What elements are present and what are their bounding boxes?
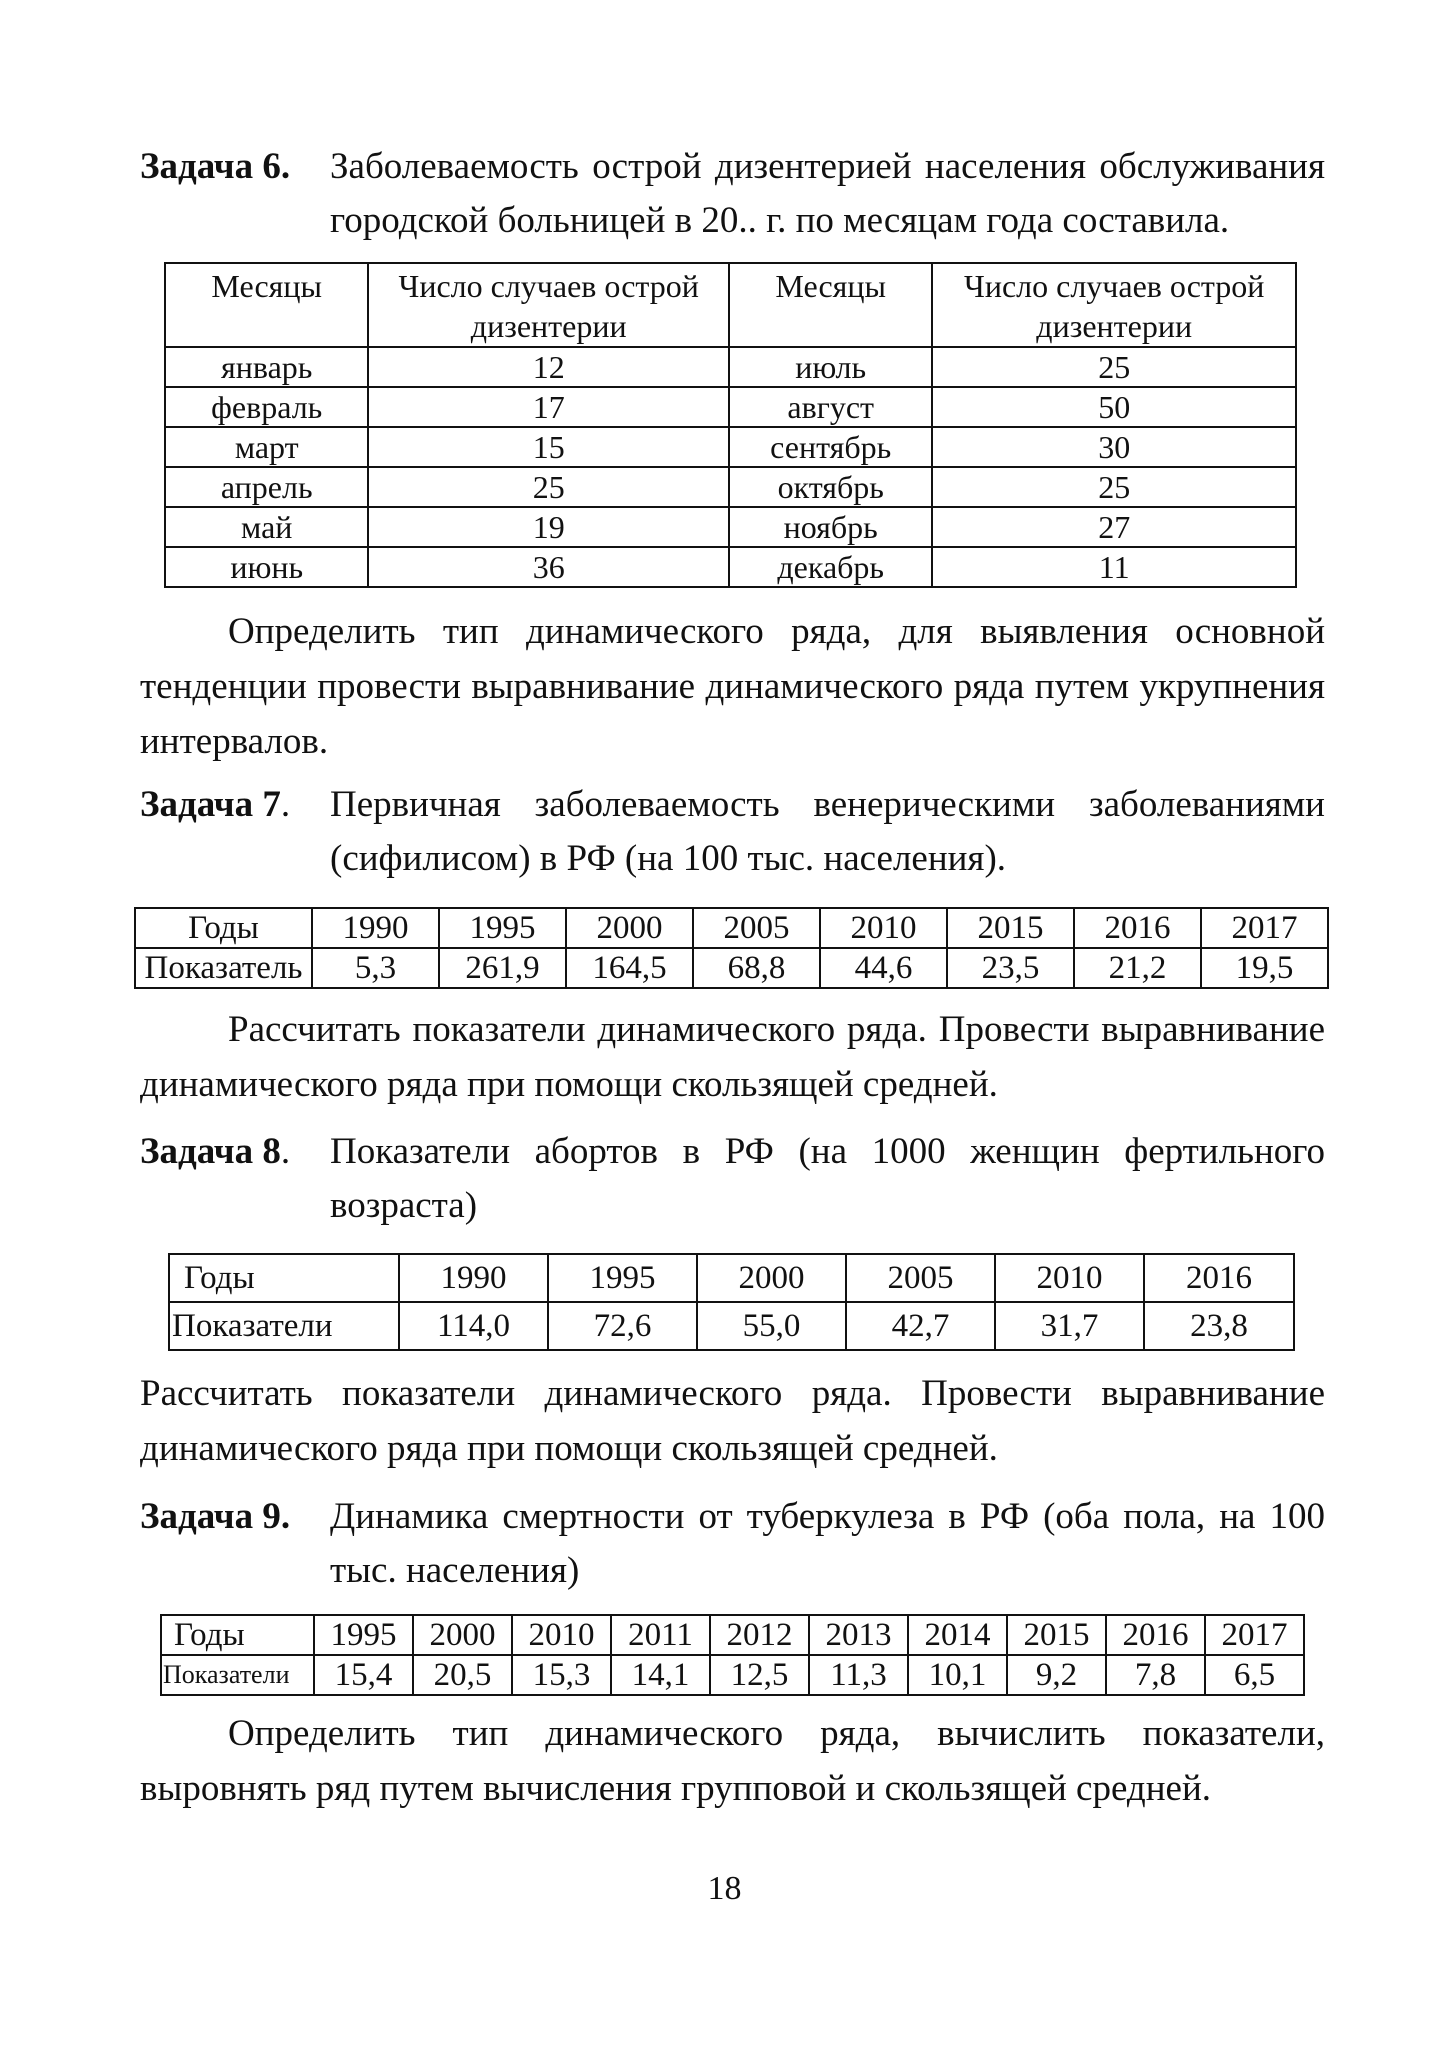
task9-years-row [161, 1615, 1304, 1655]
task6-header-row [165, 263, 1296, 347]
task7-year-cell: 2010 [820, 908, 947, 948]
task9-row-label: Показатели [161, 1655, 314, 1695]
task6-heading [140, 140, 1325, 248]
task6-cell: 36 [368, 547, 729, 587]
task6-header-cell: Месяцы [165, 263, 368, 347]
task6-cell: 17 [368, 387, 729, 427]
task8-heading: Задача 8. Показатели абортов в РФ (на 1000 женщин фертильного возраста) [140, 1125, 1325, 1233]
task8-text: Показатели абортов в РФ (на 1000 женщин фертильного возраста) [330, 1131, 1325, 1226]
task9-label: Задача 9. [140, 1496, 291, 1537]
task9-year-cell: 1995 [314, 1615, 413, 1655]
task6-header-cell: Число случаев острой дизентерии [368, 263, 729, 347]
task9-value-cell: 12,5 [710, 1655, 809, 1695]
task7-value-cell: 23,5 [947, 948, 1074, 988]
task9-year-cell: 2017 [1205, 1615, 1304, 1655]
task9-value-cell: 20,5 [413, 1655, 512, 1695]
task6-instruction: Определить тип динамического ряда, для выявления основной тенденции провести выравнивание динамического ряда путем укрупнения интервалов. [140, 611, 1325, 762]
task9-value-cell: 11,3 [809, 1655, 908, 1695]
task7-heading: Задача 7. Первичная заболеваемость венерическими заболеваниями (сифилисом) в РФ (на 100 тыс. населения). [140, 778, 1325, 886]
task6-cell: март [165, 427, 368, 467]
task6-cell: октябрь [729, 467, 932, 507]
task7-year-cell: 2016 [1074, 908, 1201, 948]
task6-cell: 25 [368, 467, 729, 507]
task8-year-cell: 1995 [548, 1254, 697, 1302]
task7-value-cell: 19,5 [1201, 948, 1328, 988]
task6-cell: 30 [932, 427, 1296, 467]
task9-year-cell: 2014 [908, 1615, 1007, 1655]
task7-value-cell: 21,2 [1074, 948, 1201, 988]
task9-year-cell: 2016 [1106, 1615, 1205, 1655]
task7-value-cell: 68,8 [693, 948, 820, 988]
task8-year-cell: 1990 [399, 1254, 548, 1302]
task9-value-cell: 10,1 [908, 1655, 1007, 1695]
task6-row [165, 427, 1296, 467]
task6-text: Заболеваемость острой дизентерией населения обслуживания городской больницей в 20.. г. по месяцам года составила. [330, 146, 1325, 241]
task8-year-cell: 2000 [697, 1254, 846, 1302]
task9-value-cell: 7,8 [1106, 1655, 1205, 1695]
task7-row-label: Показатель [135, 948, 312, 988]
task6-cell: апрель [165, 467, 368, 507]
task6-cell: январь [165, 347, 368, 387]
task9-year-cell: 2015 [1007, 1615, 1106, 1655]
task7-years-row [135, 908, 1328, 948]
task7-row-label: Годы [135, 908, 312, 948]
task8-value-cell: 114,0 [399, 1302, 548, 1350]
task8-label: Задача 8 [140, 1131, 281, 1172]
task9-value-cell: 14,1 [611, 1655, 710, 1695]
task7-values-row [135, 948, 1328, 988]
task8-value-cell: 55,0 [697, 1302, 846, 1350]
task6-table [164, 262, 1297, 588]
task9-values-row [161, 1655, 1304, 1695]
task8-value-cell: 31,7 [995, 1302, 1144, 1350]
task8-value-cell: 72,6 [548, 1302, 697, 1350]
task6-row [165, 507, 1296, 547]
task9-year-cell: 2011 [611, 1615, 710, 1655]
task9-year-cell: 2000 [413, 1615, 512, 1655]
task7-year-cell: 2005 [693, 908, 820, 948]
page-number: 18 [707, 1870, 742, 1907]
task6-cell: 27 [932, 507, 1296, 547]
task7-year-cell: 2000 [566, 908, 693, 948]
task7-year-cell: 2017 [1201, 908, 1328, 948]
task8-year-cell: 2010 [995, 1254, 1144, 1302]
task7-table [134, 907, 1329, 989]
task6-row [165, 387, 1296, 427]
task7-year-cell: 2015 [947, 908, 1074, 948]
task6-cell: июнь [165, 547, 368, 587]
task7-value-cell: 261,9 [439, 948, 566, 988]
task9-row-label: Годы [161, 1615, 314, 1655]
task8-values-row [169, 1302, 1294, 1350]
task9-text: Динамика смертности от туберкулеза в РФ (оба пола, на 100 тыс. населения) [330, 1496, 1325, 1591]
task6-cell: 12 [368, 347, 729, 387]
task8-value-cell: 42,7 [846, 1302, 995, 1350]
task6-cell: сентябрь [729, 427, 932, 467]
task7-text: Первичная заболеваемость венерическими заболеваниями (сифилисом) в РФ (на 100 тыс. населения). [330, 784, 1325, 879]
task9-heading [140, 1490, 1325, 1598]
task6-cell: 19 [368, 507, 729, 547]
task6-cell: 25 [932, 467, 1296, 507]
task8-row-label: Годы [169, 1254, 399, 1302]
task8-row-label: Показатели [169, 1302, 399, 1350]
task9-value-cell: 9,2 [1007, 1655, 1106, 1695]
task6-cell: 11 [932, 547, 1296, 587]
task8-year-cell: 2005 [846, 1254, 995, 1302]
task6-header-cell: Месяцы [729, 263, 932, 347]
task7-value-cell: 5,3 [312, 948, 439, 988]
task7-label: Задача 7 [140, 784, 281, 825]
task7-value-cell: 164,5 [566, 948, 693, 988]
task6-cell: 50 [932, 387, 1296, 427]
task7-instruction: Рассчитать показатели динамического ряда. Провести выравнивание динамического ряда при помощи скользящей средней. [140, 1009, 1325, 1105]
task7-value-cell: 44,6 [820, 948, 947, 988]
task8-table [168, 1253, 1295, 1351]
task6-row [165, 347, 1296, 387]
task9-value-cell: 6,5 [1205, 1655, 1304, 1695]
task9-year-cell: 2013 [809, 1615, 908, 1655]
task6-cell: 25 [932, 347, 1296, 387]
task9-value-cell: 15,3 [512, 1655, 611, 1695]
task6-cell: май [165, 507, 368, 547]
task9-instruction: Определить тип динамического ряда, вычислить показатели, выровнять ряд путем вычисления групповой и скользящей средней. [140, 1713, 1325, 1809]
task8-instruction: Рассчитать показатели динамического ряда. Провести выравнивание динамического ряда при помощи скользящей средней. [140, 1373, 1325, 1469]
task6-row [165, 467, 1296, 507]
task8-years-row [169, 1254, 1294, 1302]
task6-cell: август [729, 387, 932, 427]
task9-year-cell: 2012 [710, 1615, 809, 1655]
task7-year-cell: 1990 [312, 908, 439, 948]
task6-cell: 15 [368, 427, 729, 467]
task8-value-cell: 23,8 [1144, 1302, 1294, 1350]
task6-row [165, 547, 1296, 587]
task6-label: Задача 6. [140, 146, 291, 187]
task9-table [160, 1614, 1305, 1696]
task7-year-cell: 1995 [439, 908, 566, 948]
task6-cell: июль [729, 347, 932, 387]
task6-header-cell: Число случаев острой дизентерии [932, 263, 1296, 347]
task6-cell: февраль [165, 387, 368, 427]
task9-value-cell: 15,4 [314, 1655, 413, 1695]
task8-year-cell: 2016 [1144, 1254, 1294, 1302]
task6-cell: ноябрь [729, 507, 932, 547]
task9-year-cell: 2010 [512, 1615, 611, 1655]
task6-cell: декабрь [729, 547, 932, 587]
